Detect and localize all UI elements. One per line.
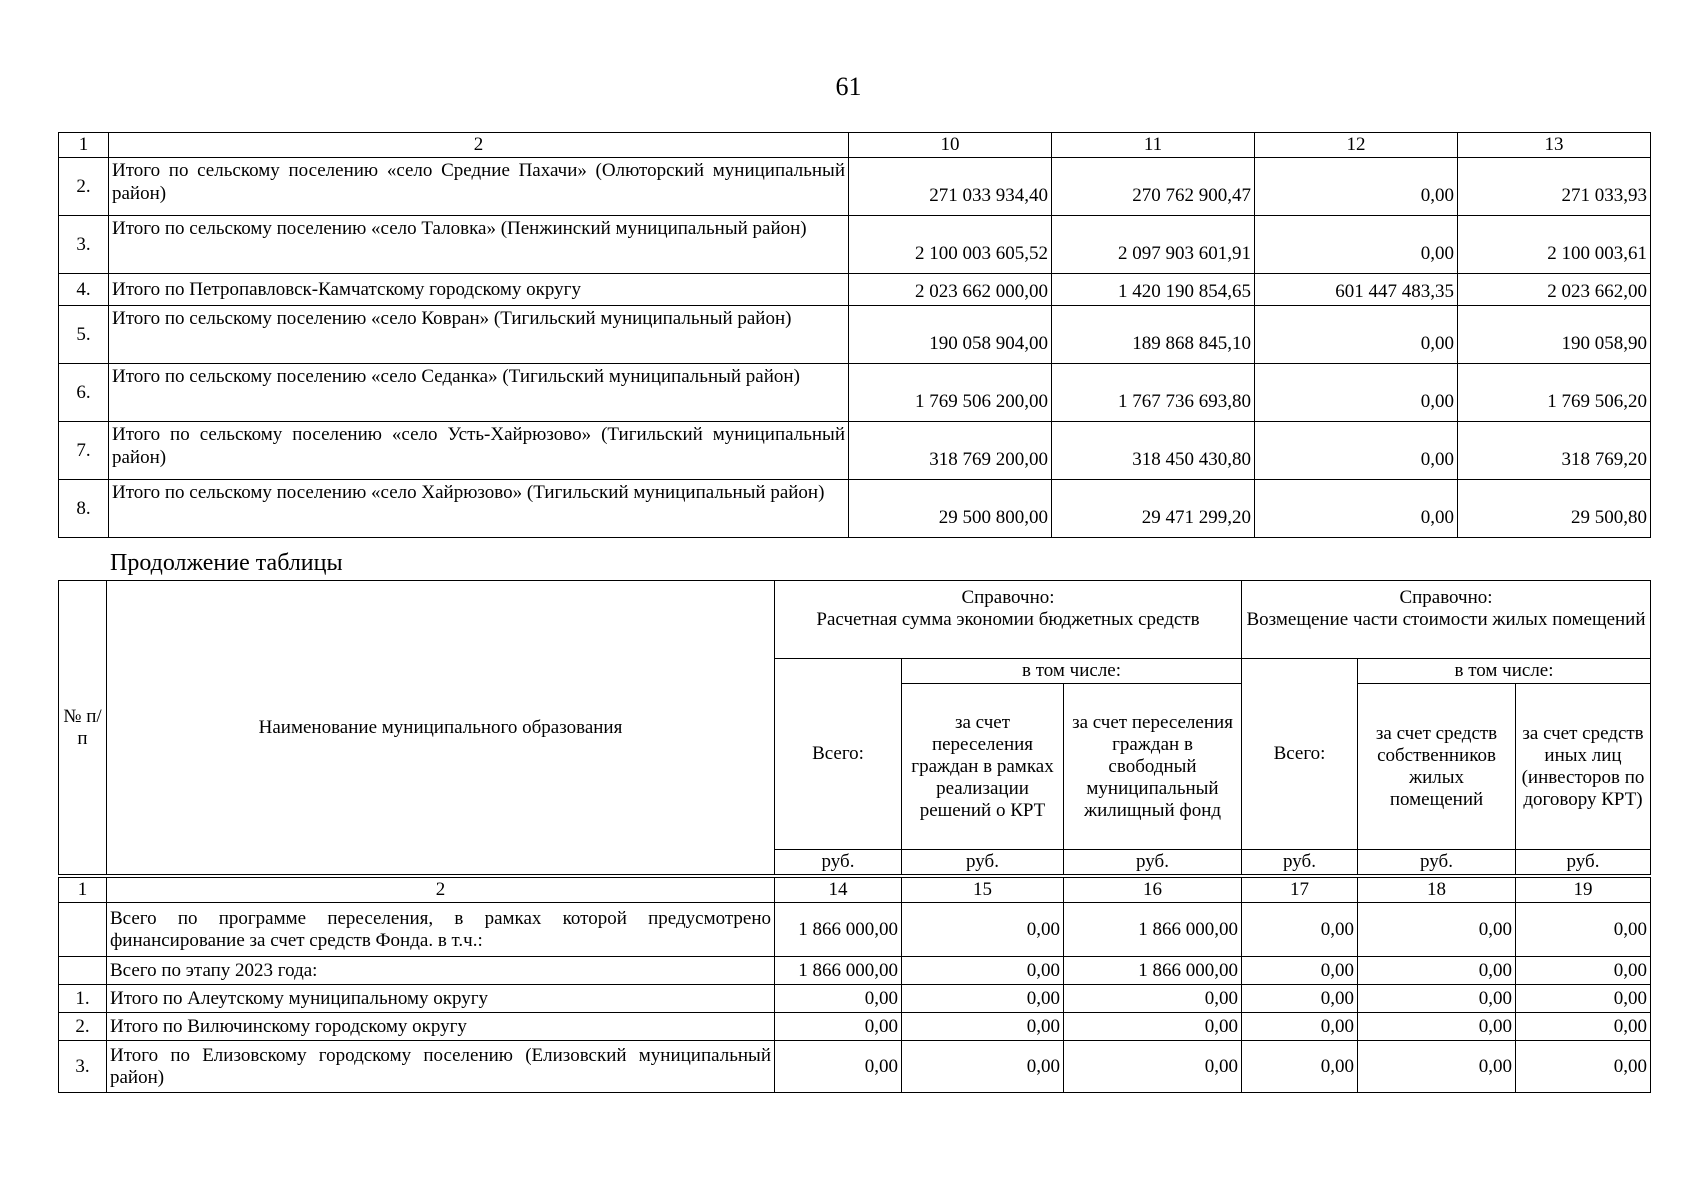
row-number: 2. bbox=[59, 158, 109, 216]
row-number: 3. bbox=[59, 216, 109, 274]
table-row bbox=[59, 364, 1651, 422]
savings-group-title: Расчетная сумма экономии бюджетных средств bbox=[816, 609, 1200, 630]
value-cell: 0,00 bbox=[1516, 985, 1651, 1013]
municipality-name: Итого по сельскому поселению «село Усть-Хайрюзово» (Тигильский муниципальный район) bbox=[109, 422, 849, 480]
value-cell: 2 097 903 601,91 bbox=[1052, 216, 1255, 274]
reimbursement-group-header bbox=[1242, 581, 1651, 659]
value-cell: 1 420 190 854,65 bbox=[1052, 274, 1255, 306]
row-number bbox=[59, 957, 107, 985]
municipality-name: Всего по этапу 2023 года: bbox=[107, 957, 775, 985]
value-cell: 29 500 800,00 bbox=[849, 480, 1052, 538]
krt-resettlement-header: за счет переселения граждан в рамках реализации решений о КРТ bbox=[902, 684, 1064, 850]
value-cell: 190 058 904,00 bbox=[849, 306, 1052, 364]
value-cell: 0,00 bbox=[1242, 985, 1358, 1013]
value-cell: 0,00 bbox=[1242, 1041, 1358, 1093]
value-cell: 271 033 934,40 bbox=[849, 158, 1052, 216]
column-number: 13 bbox=[1458, 133, 1651, 158]
row-number: 2. bbox=[59, 1013, 107, 1041]
value-cell: 2 023 662,00 bbox=[1458, 274, 1651, 306]
table-row bbox=[59, 422, 1651, 480]
municipality-name: Итого по Алеутскому муниципальному округу bbox=[107, 985, 775, 1013]
value-cell: 0,00 bbox=[1516, 903, 1651, 957]
row-number: 4. bbox=[59, 274, 109, 306]
value-cell: 0,00 bbox=[1255, 422, 1458, 480]
municipality-name: Итого по сельскому поселению «село Ковран» (Тигильский муниципальный район) bbox=[109, 306, 849, 364]
value-cell: 1 767 736 693,80 bbox=[1052, 364, 1255, 422]
including-header: в том числе: bbox=[1358, 659, 1651, 684]
value-cell: 0,00 bbox=[1358, 985, 1516, 1013]
column-number: 14 bbox=[775, 876, 902, 903]
reimbursement-group-label: Справочно: bbox=[1399, 587, 1493, 608]
table-row bbox=[59, 158, 1651, 216]
page-number: 61 bbox=[835, 72, 862, 101]
value-cell: 2 023 662 000,00 bbox=[849, 274, 1052, 306]
investors-funds-header: за счет средств иных лиц (инвесторов по договору КРТ) bbox=[1516, 684, 1651, 850]
column-number: 17 bbox=[1242, 876, 1358, 903]
table-row bbox=[59, 1041, 1651, 1093]
value-cell: 0,00 bbox=[902, 903, 1064, 957]
value-cell: 0,00 bbox=[1242, 903, 1358, 957]
value-cell: 0,00 bbox=[1516, 1041, 1651, 1093]
row-number-header: № п/п bbox=[59, 581, 107, 877]
column-number: 10 bbox=[849, 133, 1052, 158]
table-row bbox=[59, 480, 1651, 538]
table-row bbox=[59, 216, 1651, 274]
unit-label: руб. bbox=[775, 850, 902, 877]
value-cell: 318 450 430,80 bbox=[1052, 422, 1255, 480]
table-row bbox=[59, 274, 1651, 306]
value-cell: 0,00 bbox=[1255, 158, 1458, 216]
municipality-name: Итого по сельскому поселению «село Средние Пахачи» (Олюторский муниципальный район) bbox=[109, 158, 849, 216]
value-cell: 0,00 bbox=[1242, 957, 1358, 985]
value-cell: 0,00 bbox=[902, 985, 1064, 1013]
summary-table-continued bbox=[58, 132, 1651, 538]
value-cell: 0,00 bbox=[902, 1041, 1064, 1093]
municipality-name: Итого по Елизовскому городскому поселению (Елизовский муниципальный район) bbox=[107, 1041, 775, 1093]
column-number: 19 bbox=[1516, 876, 1651, 903]
unit-label: руб. bbox=[1516, 850, 1651, 877]
column-number: 18 bbox=[1358, 876, 1516, 903]
value-cell: 0,00 bbox=[1255, 216, 1458, 274]
value-cell: 1 866 000,00 bbox=[1064, 903, 1242, 957]
table-row bbox=[59, 985, 1651, 1013]
value-cell: 0,00 bbox=[1064, 1013, 1242, 1041]
value-cell: 2 100 003 605,52 bbox=[849, 216, 1052, 274]
total-header: Всего: bbox=[775, 659, 902, 850]
value-cell: 270 762 900,47 bbox=[1052, 158, 1255, 216]
municipal-fund-header: за счет переселения граждан в свободный муниципальный жилищный фонд bbox=[1064, 684, 1242, 850]
column-number: 1 bbox=[59, 133, 109, 158]
municipality-name: Итого по сельскому поселению «село Хайрюзово» (Тигильский муниципальный район) bbox=[109, 480, 849, 538]
column-number: 15 bbox=[902, 876, 1064, 903]
value-cell: 0,00 bbox=[775, 1013, 902, 1041]
value-cell: 0,00 bbox=[1255, 480, 1458, 538]
row-number bbox=[59, 903, 107, 957]
name-header: Наименование муниципального образования bbox=[107, 581, 775, 877]
value-cell: 0,00 bbox=[1358, 903, 1516, 957]
value-cell: 0,00 bbox=[1516, 1013, 1651, 1041]
row-number: 1. bbox=[59, 985, 107, 1013]
value-cell: 0,00 bbox=[775, 985, 902, 1013]
savings-table bbox=[58, 580, 1651, 1093]
owners-funds-header: за счет средств собственников жилых помещений bbox=[1358, 684, 1516, 850]
row-number: 8. bbox=[59, 480, 109, 538]
reimbursement-group-title: Возмещение части стоимости жилых помещений bbox=[1246, 609, 1646, 630]
municipality-name: Итого по сельскому поселению «село Седанка» (Тигильский муниципальный район) bbox=[109, 364, 849, 422]
value-cell: 189 868 845,10 bbox=[1052, 306, 1255, 364]
value-cell: 190 058,90 bbox=[1458, 306, 1651, 364]
column-number: 2 bbox=[107, 876, 775, 903]
column-number-row bbox=[59, 876, 1651, 903]
table-continuation-caption: Продолжение таблицы bbox=[110, 550, 343, 576]
value-cell: 318 769,20 bbox=[1458, 422, 1651, 480]
value-cell: 271 033,93 bbox=[1458, 158, 1651, 216]
unit-label: руб. bbox=[1242, 850, 1358, 877]
value-cell: 1 769 506,20 bbox=[1458, 364, 1651, 422]
municipality-name: Итого по Петропавловск-Камчатскому городскому округу bbox=[109, 274, 849, 306]
value-cell: 1 866 000,00 bbox=[775, 957, 902, 985]
including-header: в том числе: bbox=[902, 659, 1242, 684]
table-row bbox=[59, 903, 1651, 957]
row-number: 5. bbox=[59, 306, 109, 364]
value-cell: 0,00 bbox=[1064, 1041, 1242, 1093]
header-row bbox=[59, 581, 1651, 659]
value-cell: 0,00 bbox=[902, 957, 1064, 985]
row-number: 3. bbox=[59, 1041, 107, 1093]
total-header: Всего: bbox=[1242, 659, 1358, 850]
value-cell: 0,00 bbox=[1358, 1041, 1516, 1093]
row-number: 7. bbox=[59, 422, 109, 480]
value-cell: 29 471 299,20 bbox=[1052, 480, 1255, 538]
value-cell: 1 866 000,00 bbox=[1064, 957, 1242, 985]
savings-group-label: Справочно: bbox=[961, 587, 1055, 608]
unit-label: руб. bbox=[902, 850, 1064, 877]
value-cell: 2 100 003,61 bbox=[1458, 216, 1651, 274]
column-number: 16 bbox=[1064, 876, 1242, 903]
table-row bbox=[59, 306, 1651, 364]
column-number: 12 bbox=[1255, 133, 1458, 158]
row-number: 6. bbox=[59, 364, 109, 422]
municipality-name: Итого по Вилючинскому городскому округу bbox=[107, 1013, 775, 1041]
municipality-name: Итого по сельскому поселению «село Таловка» (Пенжинский муниципальный район) bbox=[109, 216, 849, 274]
unit-label: руб. bbox=[1358, 850, 1516, 877]
unit-label: руб. bbox=[1064, 850, 1242, 877]
value-cell: 0,00 bbox=[1358, 1013, 1516, 1041]
value-cell: 0,00 bbox=[1255, 364, 1458, 422]
value-cell: 601 447 483,35 bbox=[1255, 274, 1458, 306]
column-number: 1 bbox=[59, 876, 107, 903]
savings-group-header bbox=[775, 581, 1242, 659]
value-cell: 0,00 bbox=[1516, 957, 1651, 985]
municipality-name: Всего по программе переселения, в рамках которой предусмотрено финансирование за счет средств Фонда. в т.ч.: bbox=[107, 903, 775, 957]
value-cell: 1 769 506 200,00 bbox=[849, 364, 1052, 422]
column-number-row bbox=[59, 133, 1651, 158]
value-cell: 0,00 bbox=[1242, 1013, 1358, 1041]
value-cell: 0,00 bbox=[1255, 306, 1458, 364]
value-cell: 29 500,80 bbox=[1458, 480, 1651, 538]
value-cell: 318 769 200,00 bbox=[849, 422, 1052, 480]
value-cell: 0,00 bbox=[902, 1013, 1064, 1041]
value-cell: 0,00 bbox=[775, 1041, 902, 1093]
column-number: 2 bbox=[109, 133, 849, 158]
table-row bbox=[59, 1013, 1651, 1041]
column-number: 11 bbox=[1052, 133, 1255, 158]
value-cell: 0,00 bbox=[1064, 985, 1242, 1013]
table-row bbox=[59, 957, 1651, 985]
value-cell: 1 866 000,00 bbox=[775, 903, 902, 957]
value-cell: 0,00 bbox=[1358, 957, 1516, 985]
